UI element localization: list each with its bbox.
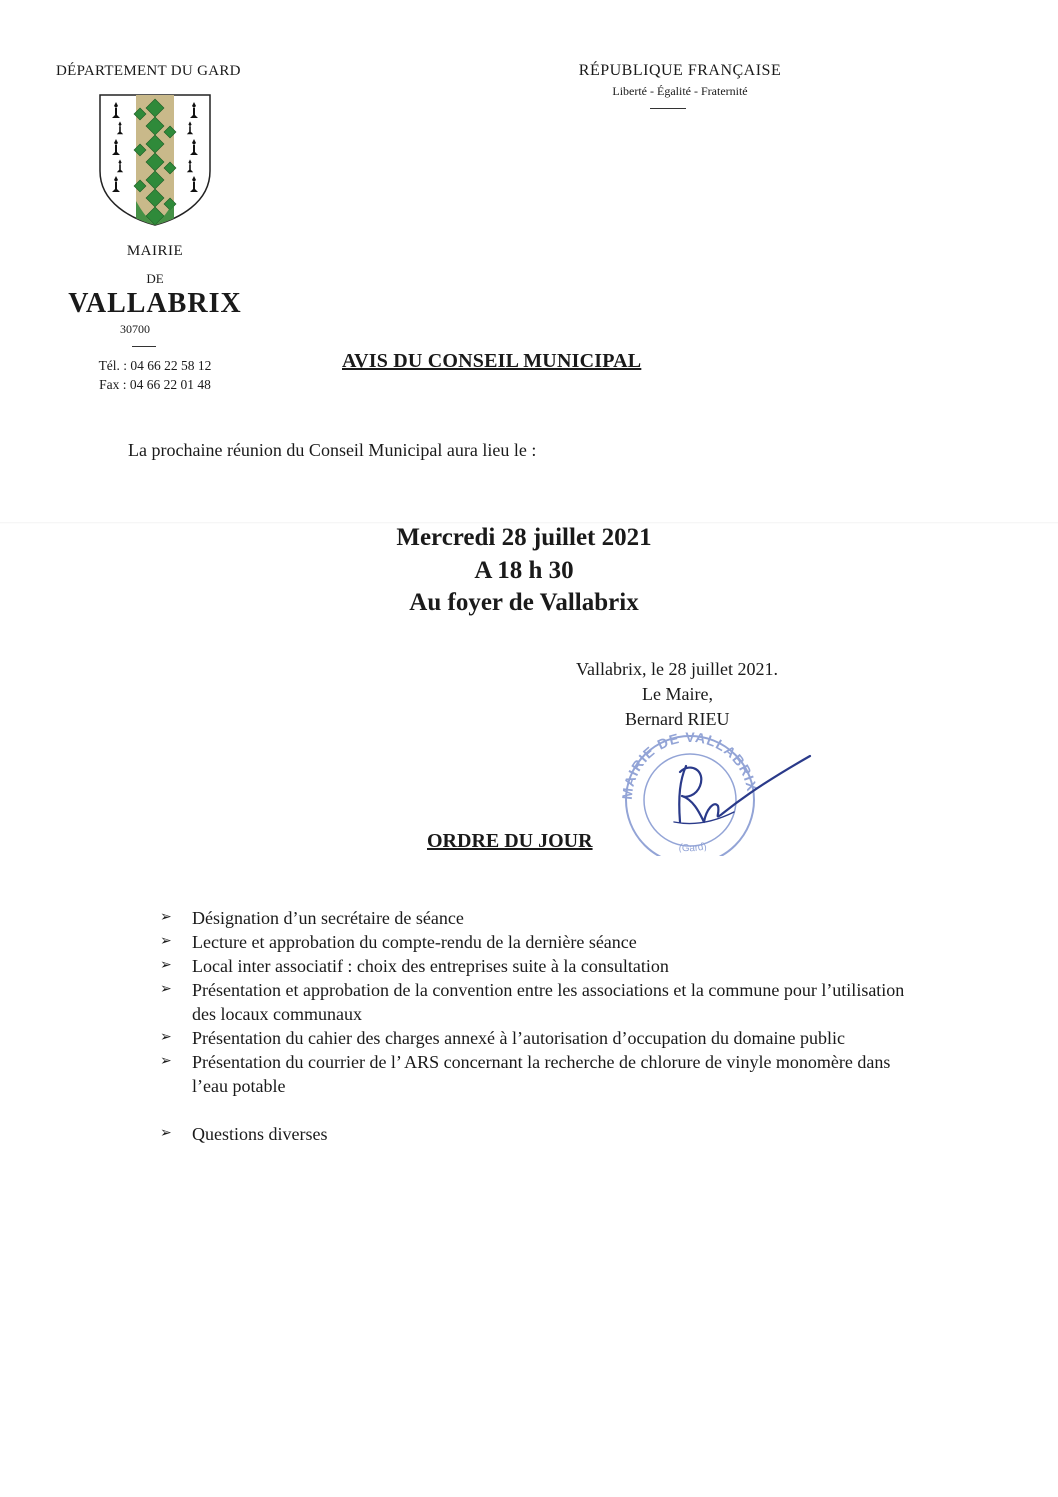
agenda-item-text: Présentation du cahier des charges annexé à l’autorisation d’occupation du domaine public [192, 1028, 845, 1048]
agenda-item-text: Local inter associatif : choix des entreprises suite à la consultation [192, 956, 669, 976]
agenda-item-text: Questions diverses [192, 1124, 328, 1144]
coat-of-arms-icon [96, 91, 214, 228]
arrow-bullet-icon: ➢ [160, 1030, 172, 1045]
arrow-bullet-icon: ➢ [160, 958, 172, 973]
agenda-item-text: Présentation et approbation de la convention entre les associations et la commune pour l’utilisation des locaux communaux [192, 980, 905, 1024]
notice-title: AVIS DU CONSEIL MUNICIPAL [342, 350, 642, 372]
mairie-de-label: DE [146, 271, 164, 286]
meeting-date: Mercredi 28 juillet 2021 [396, 524, 652, 551]
arrow-bullet-icon: ➢ [160, 934, 172, 949]
stamp-subtext: (Gard) [677, 840, 708, 855]
agenda-item [160, 954, 930, 978]
svg-text:(Gard) [678, 841, 708, 854]
agenda-item [160, 1026, 930, 1050]
agenda-title: ORDRE DU JOUR [427, 830, 593, 852]
arrow-bullet-icon: ➢ [160, 982, 172, 997]
arrow-bullet-icon: ➢ [160, 1126, 172, 1141]
signature-name: Bernard RIEU [625, 709, 730, 729]
signature-role: Le Maire, [642, 684, 713, 704]
meeting-place: Au foyer de Vallabrix [409, 589, 639, 616]
agenda-item-text: Lecture et approbation du compte-rendu de la dernière séance [192, 932, 637, 952]
department-label: DÉPARTEMENT DU GARD [56, 63, 241, 79]
phone-number: Tél. : 04 66 22 58 12 [98, 358, 212, 373]
arrow-bullet-icon: ➢ [160, 1054, 172, 1069]
arrow-bullet-icon: ➢ [160, 910, 172, 925]
agenda-item [160, 978, 930, 1026]
agenda-item-text: Désignation d’un secrétaire de séance [192, 908, 464, 928]
agenda-item-text: Présentation du courrier de l’ ARS concernant la recherche de chlorure de vinyle monomère dans l’eau potable [192, 1052, 891, 1096]
postcode-divider [132, 346, 156, 347]
mayor-stamp-and-signature [614, 726, 814, 856]
mairie-label: MAIRIE [126, 243, 184, 259]
agenda-item [160, 1050, 930, 1098]
meeting-time: A 18 h 30 [474, 557, 574, 584]
city-name: VALLABRIX [68, 288, 242, 319]
motto-divider [650, 108, 686, 109]
republic-motto: Liberté - Égalité - Fraternité [612, 84, 748, 98]
agenda-item [160, 906, 930, 930]
postcode: 30700 [120, 322, 150, 336]
agenda-list [160, 906, 930, 1146]
fax-number: Fax : 04 66 22 01 48 [99, 377, 211, 392]
agenda-item [160, 930, 930, 954]
notice-intro: La prochaine réunion du Conseil Municipal aura lieu le : [128, 440, 537, 460]
agenda-item [160, 1122, 930, 1146]
republic-label: RÉPUBLIQUE FRANÇAISE [578, 62, 782, 79]
stamp-text: MAIRIE DE VALLABRIX [618, 728, 761, 801]
signature-place-date: Vallabrix, le 28 juillet 2021. [576, 659, 778, 679]
svg-text:MAIRIE DE VALLABRIX [619, 729, 761, 800]
